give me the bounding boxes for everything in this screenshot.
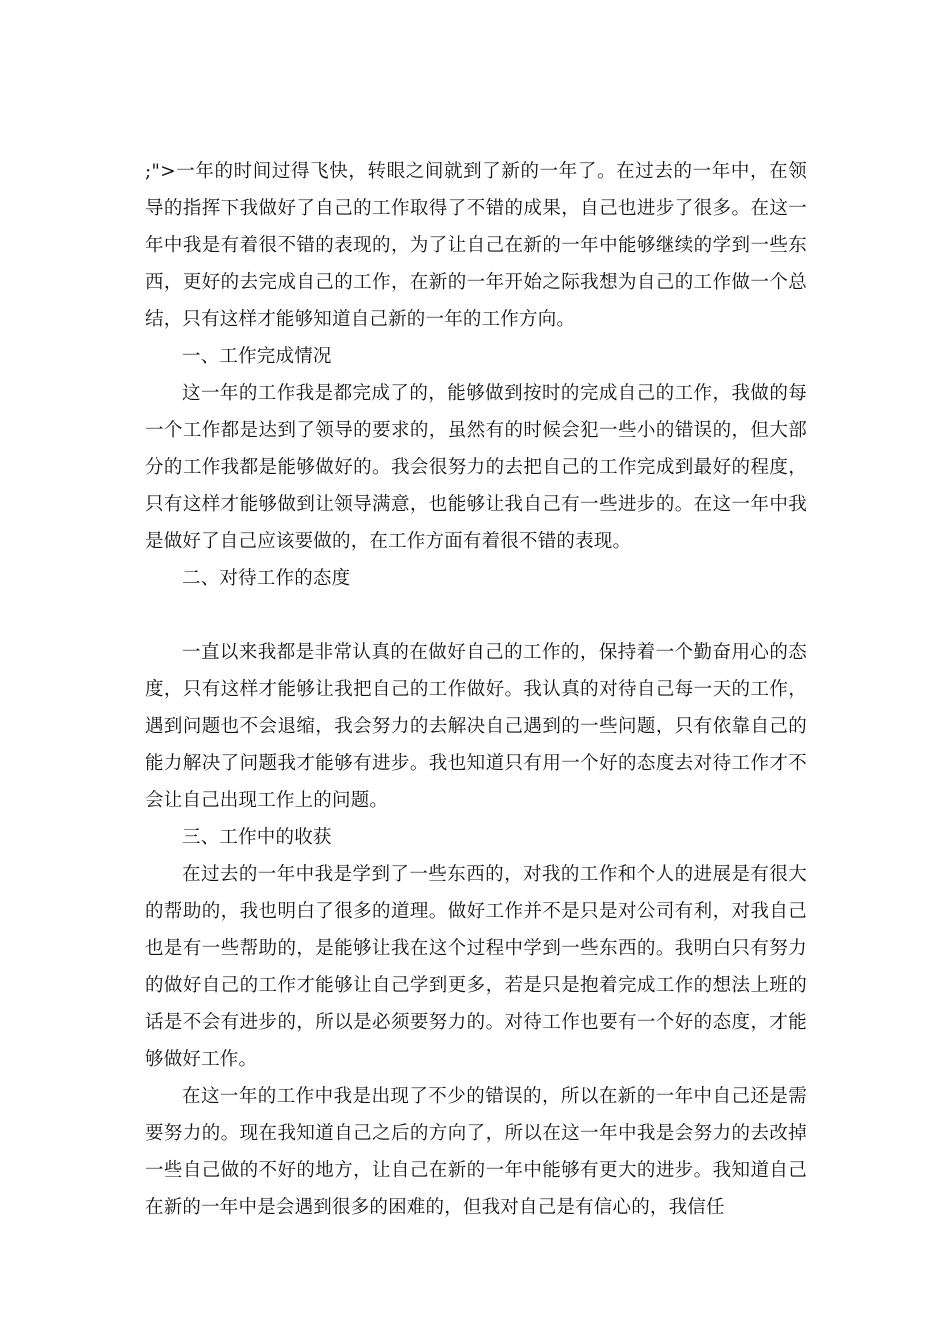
intro-paragraph: ;">一年的时间过得飞快，转眼之间就到了新的一年了。在过去的一年中，在领导的指挥下我做好了自己的工作取得了不错的成果，自己也进步了很多。在这一年中我是有着很不错的表现的，为了让自己在新的一年中能够继续的学到一些东西，更好的去完成自己的工作，在新的一年开始之际我想为自己的工作做一个总结，只有这样才能够知道自己新的一年的工作方向。 — [145, 161, 807, 330]
section-heading-1: 一、工作完成情况 — [182, 346, 332, 367]
closing-paragraph: 在这一年的工作中我是出现了不少的错误的，所以在新的一年中自己还是需要努力的。现在我知道自己之后的方向了，所以在这一年中我是会努力的去改掉一些自己做的不好的地方，让自己在新的一年中能够有更大的进步。我知道自己在新的一年中是会遇到很多的困难的，但我对自己是有信心的，我信任 — [145, 1086, 807, 1218]
section-3-paragraph: 在过去的一年中我是学到了一些东西的，对我的工作和个人的进展是有很大的帮助的，我也明白了很多的道理。做好工作并不是只是对公司有利，对我自己也是有一些帮助的，是能够让我在这个过程中学到一些东西的。我明白只有努力的做好自己的工作才能够让自己学到更多，若是只是抱着完成工作的想法上班的话是不会有进步的，所以是必须要努力的。对待工作也要有一个好的态度，才能够做好工作。 — [145, 864, 807, 1070]
document-body — [145, 153, 807, 1226]
section-heading-2: 二、对待工作的态度 — [182, 568, 351, 589]
section-heading-3: 三、工作中的收获 — [182, 827, 332, 848]
section-1-paragraph: 这一年的工作我是都完成了的，能够做到按时的完成自己的工作，我做的每一个工作都是达到了领导的要求的，虽然有的时候会犯一些小的错误的，但大部分的工作我都是能够做好的。我会很努力的去把自己的工作完成到最好的程度，只有这样才能够做到让领导满意，也能够让我自己有一些进步的。在这一年中我是做好了自己应该要做的，在工作方面有着很不错的表现。 — [145, 383, 807, 552]
section-2-paragraph: 一直以来我都是非常认真的在做好自己的工作的，保持着一个勤奋用心的态度，只有这样才能够让我把自己的工作做好。我认真的对待自己每一天的工作，遇到问题也不会退缩，我会努力的去解决自己遇到的一些问题，只有依靠自己的能力解决了问题我才能够有进步。我也知道只有用一个好的态度去对待工作才不会让自己出现工作上的问题。 — [145, 642, 807, 811]
blank-line — [145, 597, 807, 634]
